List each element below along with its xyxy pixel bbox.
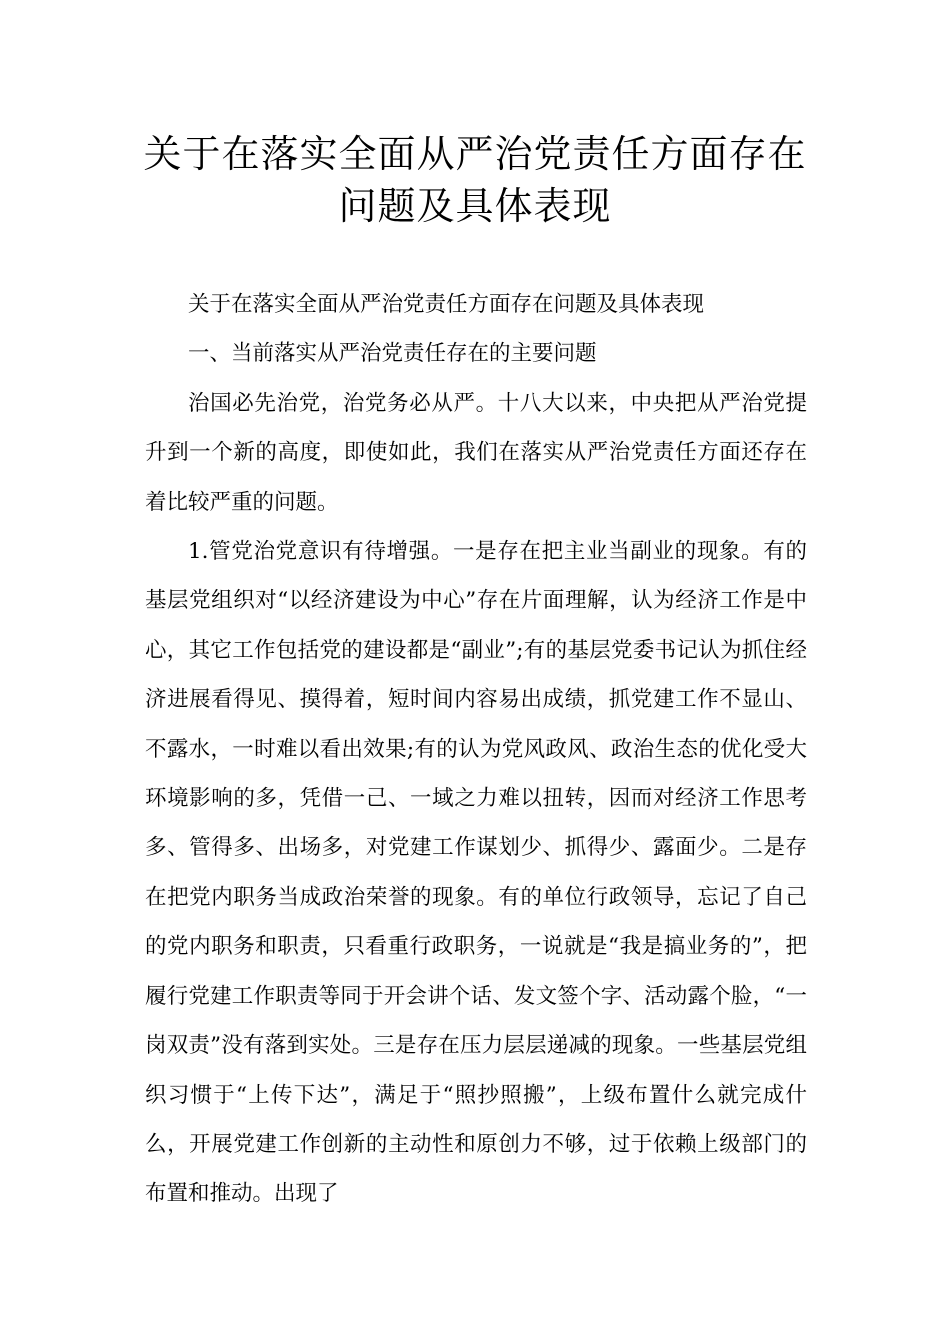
paragraph-subtitle: 关于在落实全面从严治党责任方面存在问题及具体表现 xyxy=(188,292,705,317)
document-title xyxy=(120,128,830,232)
paragraph-intro: 治国必先治党，治党务必从严。十八大以来，中央把从严治党提升到一个新的高度，即使如此，我们在落实从严治党责任方面还存在着比较严重的问题。 xyxy=(145,390,807,515)
paragraph-point-1: 1.管党治党意识有待增强。一是存在把主业当副业的现象。有的基层党组织对“以经济建设为中心”存在片面理解，认为经济工作是中心，其它工作包括党的建设都是“副业”;有的基层党委书记认为抓住经济进展看得见、摸得着，短时间内容易出成绩，抓党建工作不显山、不露水，一时难以看出效果;有的认为党风政风、政治生态的优化受大环境影响的多，凭借一己、一域之力难以扭转，因而对经济工作思考多、管得多、出场多，对党建工作谋划少、抓得少、露面少。二是存在把党内职务当成政治荣誉的现象。有的单位行政领导，忘记了自己的党内职务和职责，只看重行政职务，一说就是“我是搞业务的”，把履行党建工作职责等同于开会讲个话、发文签个字、活动露个脸，“一岗双责”没有落到实处。三是存在压力层层递减的现象。一些基层党组织习惯于“上传下达”，满足于“照抄照搬”，上级布置什么就完成什么，开展党建工作创新的主动性和原创力不够，过于依赖上级部门的布置和推动。出现了 xyxy=(145,539,807,1207)
document-body xyxy=(145,280,807,1219)
title-line-2: 问题及具体表现 xyxy=(338,184,612,228)
title-line-1: 关于在落实全面从严治党责任方面存在 xyxy=(143,132,807,176)
paragraph-section-heading: 一、当前落实从严治党责任存在的主要问题 xyxy=(188,341,597,367)
